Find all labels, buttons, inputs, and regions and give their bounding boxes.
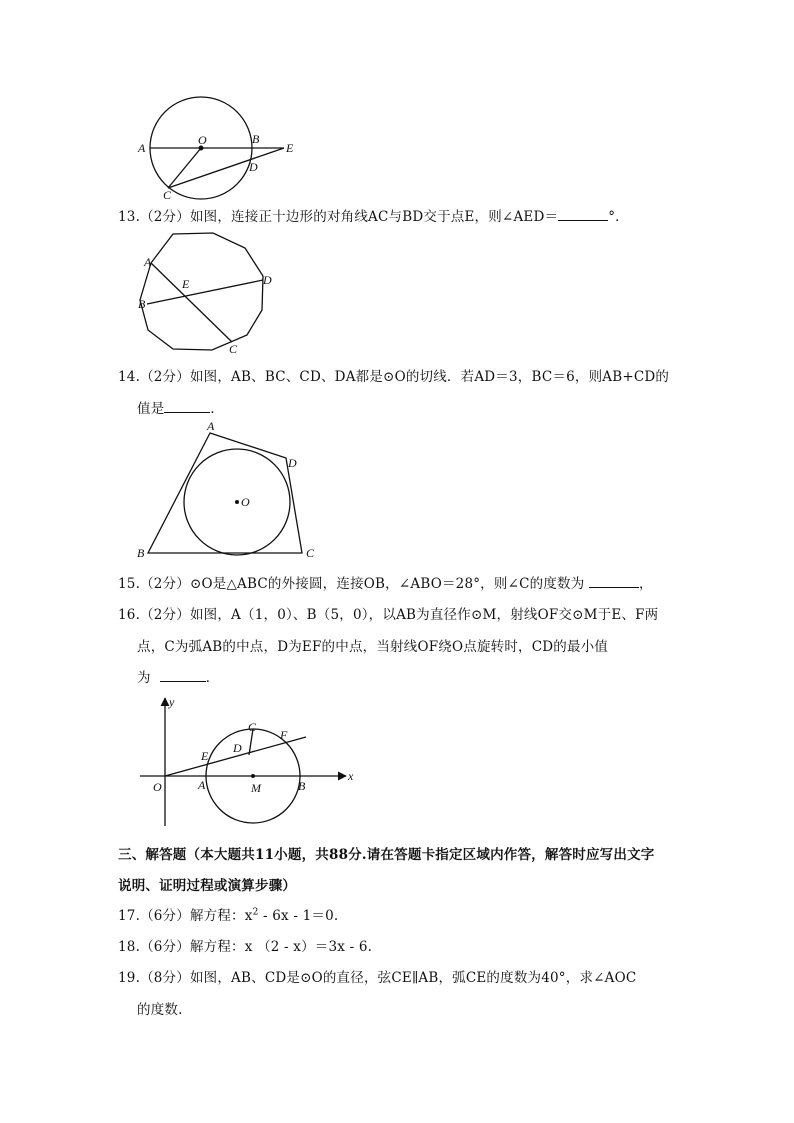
section-3-heading-text-2: 说明、证明过程或演算步骤） xyxy=(118,878,297,894)
question-19-line-1 xyxy=(118,966,636,986)
center-dot-m xyxy=(251,774,255,778)
label-a: A xyxy=(207,419,215,433)
label-c: C xyxy=(248,720,257,734)
label-d: D xyxy=(288,456,297,470)
q15-text: 15.（2分）⊙O是△ABC的外接圆，连接OB，∠ABO＝28°，则∠C的度数为 xyxy=(118,576,585,592)
q17-prefix: 17.（6分）解方程：x xyxy=(118,908,253,924)
label-e: E xyxy=(201,749,209,763)
label-c: C xyxy=(229,342,238,356)
section-3-heading-line-2 xyxy=(118,874,296,894)
label-b: B xyxy=(252,132,260,146)
label-a: A xyxy=(198,778,206,792)
label-m: M xyxy=(251,781,261,795)
label-f: F xyxy=(280,728,288,742)
label-x: x xyxy=(348,769,354,783)
q14-end: ． xyxy=(210,401,225,417)
label-a: A xyxy=(144,255,152,269)
label-c: C xyxy=(163,188,172,202)
label-b: B xyxy=(138,297,146,311)
label-e: E xyxy=(286,141,294,155)
q14-line-2-text: 值是 xyxy=(137,401,165,417)
q17-exponent: 2 xyxy=(252,907,259,918)
q16-line-2-text: 点，C为弧AB的中点，D为EF的中点，当射线OF绕O点旋转时，CD的最小值 xyxy=(137,639,609,655)
label-y: y xyxy=(169,695,175,709)
label-o: O xyxy=(198,133,207,147)
question-18 xyxy=(118,935,372,955)
label-a: A xyxy=(138,141,146,155)
label-e: E xyxy=(182,277,190,291)
section-3-heading-text-1: 三、解答题（本大题共11小题，共88分.请在答题卡指定区域内作答，解答时应写出文字 xyxy=(118,847,655,863)
label-b: B xyxy=(298,779,306,793)
q19-line-2-text: 的度数. xyxy=(137,1002,183,1018)
question-19-line-2 xyxy=(137,998,183,1018)
question-17 xyxy=(118,904,338,924)
label-d: D xyxy=(263,273,272,287)
q13-text: 13.（2分）如图，连接正十边形的对角线AC与BD交于点E，则∠AED＝ xyxy=(118,209,559,225)
label-d: D xyxy=(249,160,258,174)
q17-suffix: - 6x - 1＝0. xyxy=(258,908,339,924)
q13-unit: °． xyxy=(608,209,629,225)
section-3-heading-line-1 xyxy=(118,843,654,863)
label-d: D xyxy=(233,741,242,755)
label-o: O xyxy=(241,495,250,509)
q16-end: ． xyxy=(205,670,220,686)
q16-line-1-text: 16.（2分）如图，A（1，0）、B（5，0），以AB为直径作⊙M，射线OF交⊙M于E、F两 xyxy=(118,607,659,623)
q15-end: ， xyxy=(638,576,653,592)
q16-line-3-text: 为 xyxy=(137,670,151,686)
label-c: C xyxy=(306,546,315,560)
label-o: O xyxy=(153,780,162,794)
q19-line-1-text: 19.（8分）如图，AB、CD是⊙O的直径，弦CE∥AB，弧CE的度数为40°，求∠AOC xyxy=(118,970,637,986)
label-b: B xyxy=(137,546,145,560)
q14-line-1-text: 14.（2分）如图，AB、BC、CD、DA都是⊙O的切线．若AD＝3，BC＝6，则AB+CD的 xyxy=(118,369,670,385)
q18-text: 18.（6分）解方程：x （2 - x）＝3x - 6. xyxy=(118,939,373,955)
